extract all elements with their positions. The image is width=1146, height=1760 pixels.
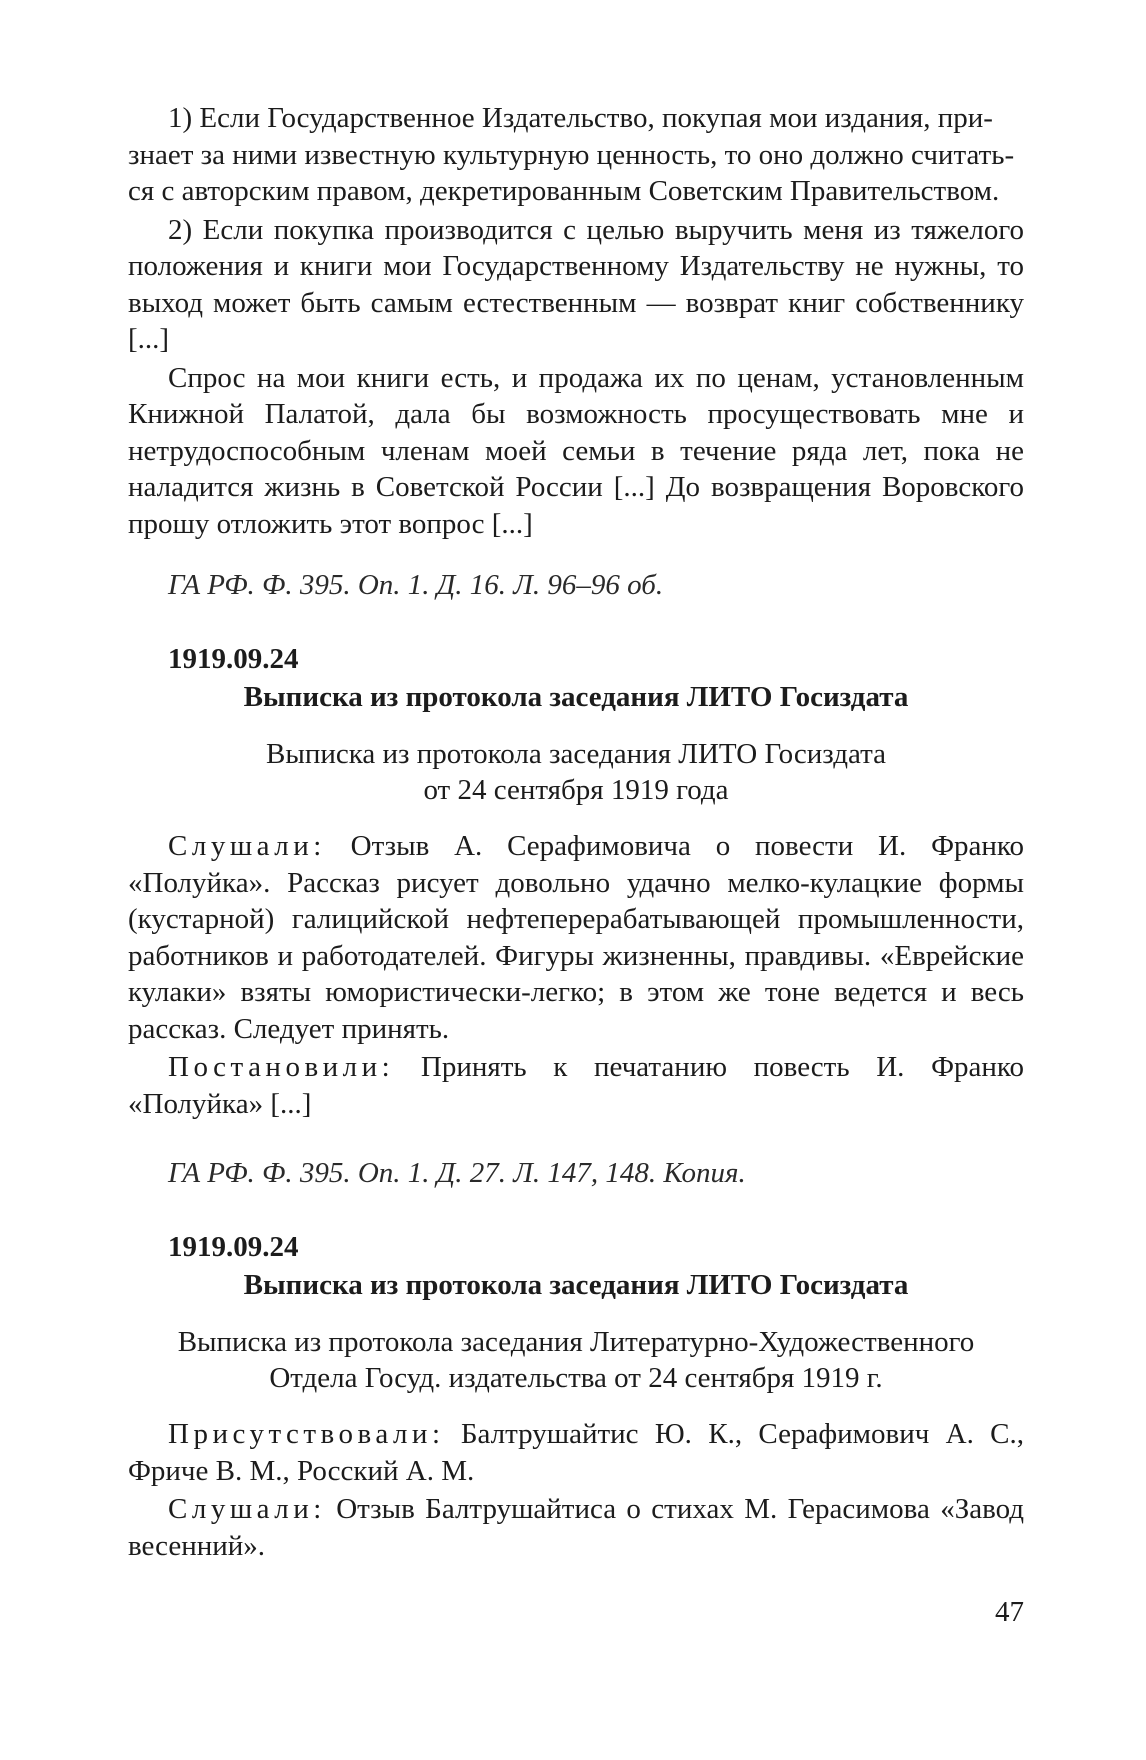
doc1-heard-label: Слушали: — [168, 830, 326, 862]
doc1-date: 1919.09.24 — [168, 643, 299, 675]
doc1-citation: ГА РФ. Ф. 395. Оп. 1. Д. 27. Л. 147, 148. Копия. — [168, 1157, 746, 1189]
doc1-heard-paragraph — [128, 828, 1024, 1047]
doc2-title: Выписка из протокола заседания ЛИТО Госиздата — [243, 1269, 909, 1301]
doc2-present-paragraph — [128, 1416, 1024, 1489]
doc2-present-label: Присутствовали: — [168, 1418, 445, 1450]
page-number: 47 — [995, 1596, 1024, 1628]
intro-paragraph-1 — [128, 100, 1024, 210]
intro-section — [128, 100, 1024, 542]
doc1-subtitle-line-1: Выписка из протокола заседания ЛИТО Госиздата — [266, 738, 886, 770]
intro-citation: ГА РФ. Ф. 395. Оп. 1. Д. 16. Л. 96–96 об. — [168, 569, 664, 601]
intro-paragraph-1-line-1: 1) Если Государственное Издательство, покупая мои издания, при- — [168, 102, 993, 134]
doc1-subtitle-line-2: от 24 сентября 1919 года — [423, 774, 729, 806]
doc2-date: 1919.09.24 — [168, 1231, 299, 1263]
doc1-resolved-label: Постановили: — [168, 1051, 395, 1083]
doc2-heard-label: Слушали: — [168, 1493, 326, 1525]
doc1-heard-text: Отзыв А. Серафимовича о повести И. Франко «Полуйка». Рассказ рисует довольно удачно мелко-кулацкие формы (кустарной) галицийской нефтеперерабатывающей промышленности, работников и работодателей. Фигуры жизненны, правдивы. «Еврейские кулаки» взяты юмористически-легко; в этом же тоне ведется и весь рассказ. Следует принять. — [128, 830, 1024, 1045]
intro-paragraph-1-line-2: знает за ними известную культурную ценность, то оно должно считать- — [128, 138, 1015, 171]
intro-paragraph-2: 2) Если покупка производится с целью выручить меня из тяжелого положения и книги мои Государственному Издательству не нужны, то выход может быть самым естественным — возврат книг собственнику [...] — [128, 213, 1024, 355]
doc1-resolved-text: Принять к печатанию повесть И. Франко «Полуйка» [...] — [128, 1051, 1025, 1120]
doc2-heard-paragraph — [128, 1491, 1024, 1564]
doc1-resolved-paragraph — [128, 1049, 1024, 1122]
doc2-present-text: Балтрушайтис Ю. К., Серафимович А. С., Фриче В. М., Росский А. М. — [128, 1418, 1024, 1487]
doc2-subtitle-line-1: Выписка из протокола заседания Литературно-Художественного — [177, 1326, 975, 1358]
intro-paragraph-1-line-3: ся с авторским правом, декретированным Советским Правительством. — [128, 175, 1000, 207]
intro-paragraph-3: Спрос на мои книги есть, и продажа их по ценам, установленным Книжной Палатой, дала бы возможность просуществовать мне и нетрудоспособным членам моей семьи в течение ряда лет, пока не наладится жизнь в Советской России [...] До возвращения Воровского прошу отложить этот вопрос [...] — [128, 361, 1024, 540]
doc1-section — [128, 640, 1024, 1122]
doc2-heard-text: Отзыв Балтрушайтиса о стихах М. Герасимова «Завод весенний». — [128, 1493, 1025, 1562]
doc1-title: Выписка из протокола заседания ЛИТО Госиздата — [243, 681, 909, 713]
doc2-subtitle-line-2: Отдела Госуд. издательства от 24 сентября 1919 г. — [269, 1362, 883, 1394]
doc2-section — [128, 1228, 1024, 1564]
